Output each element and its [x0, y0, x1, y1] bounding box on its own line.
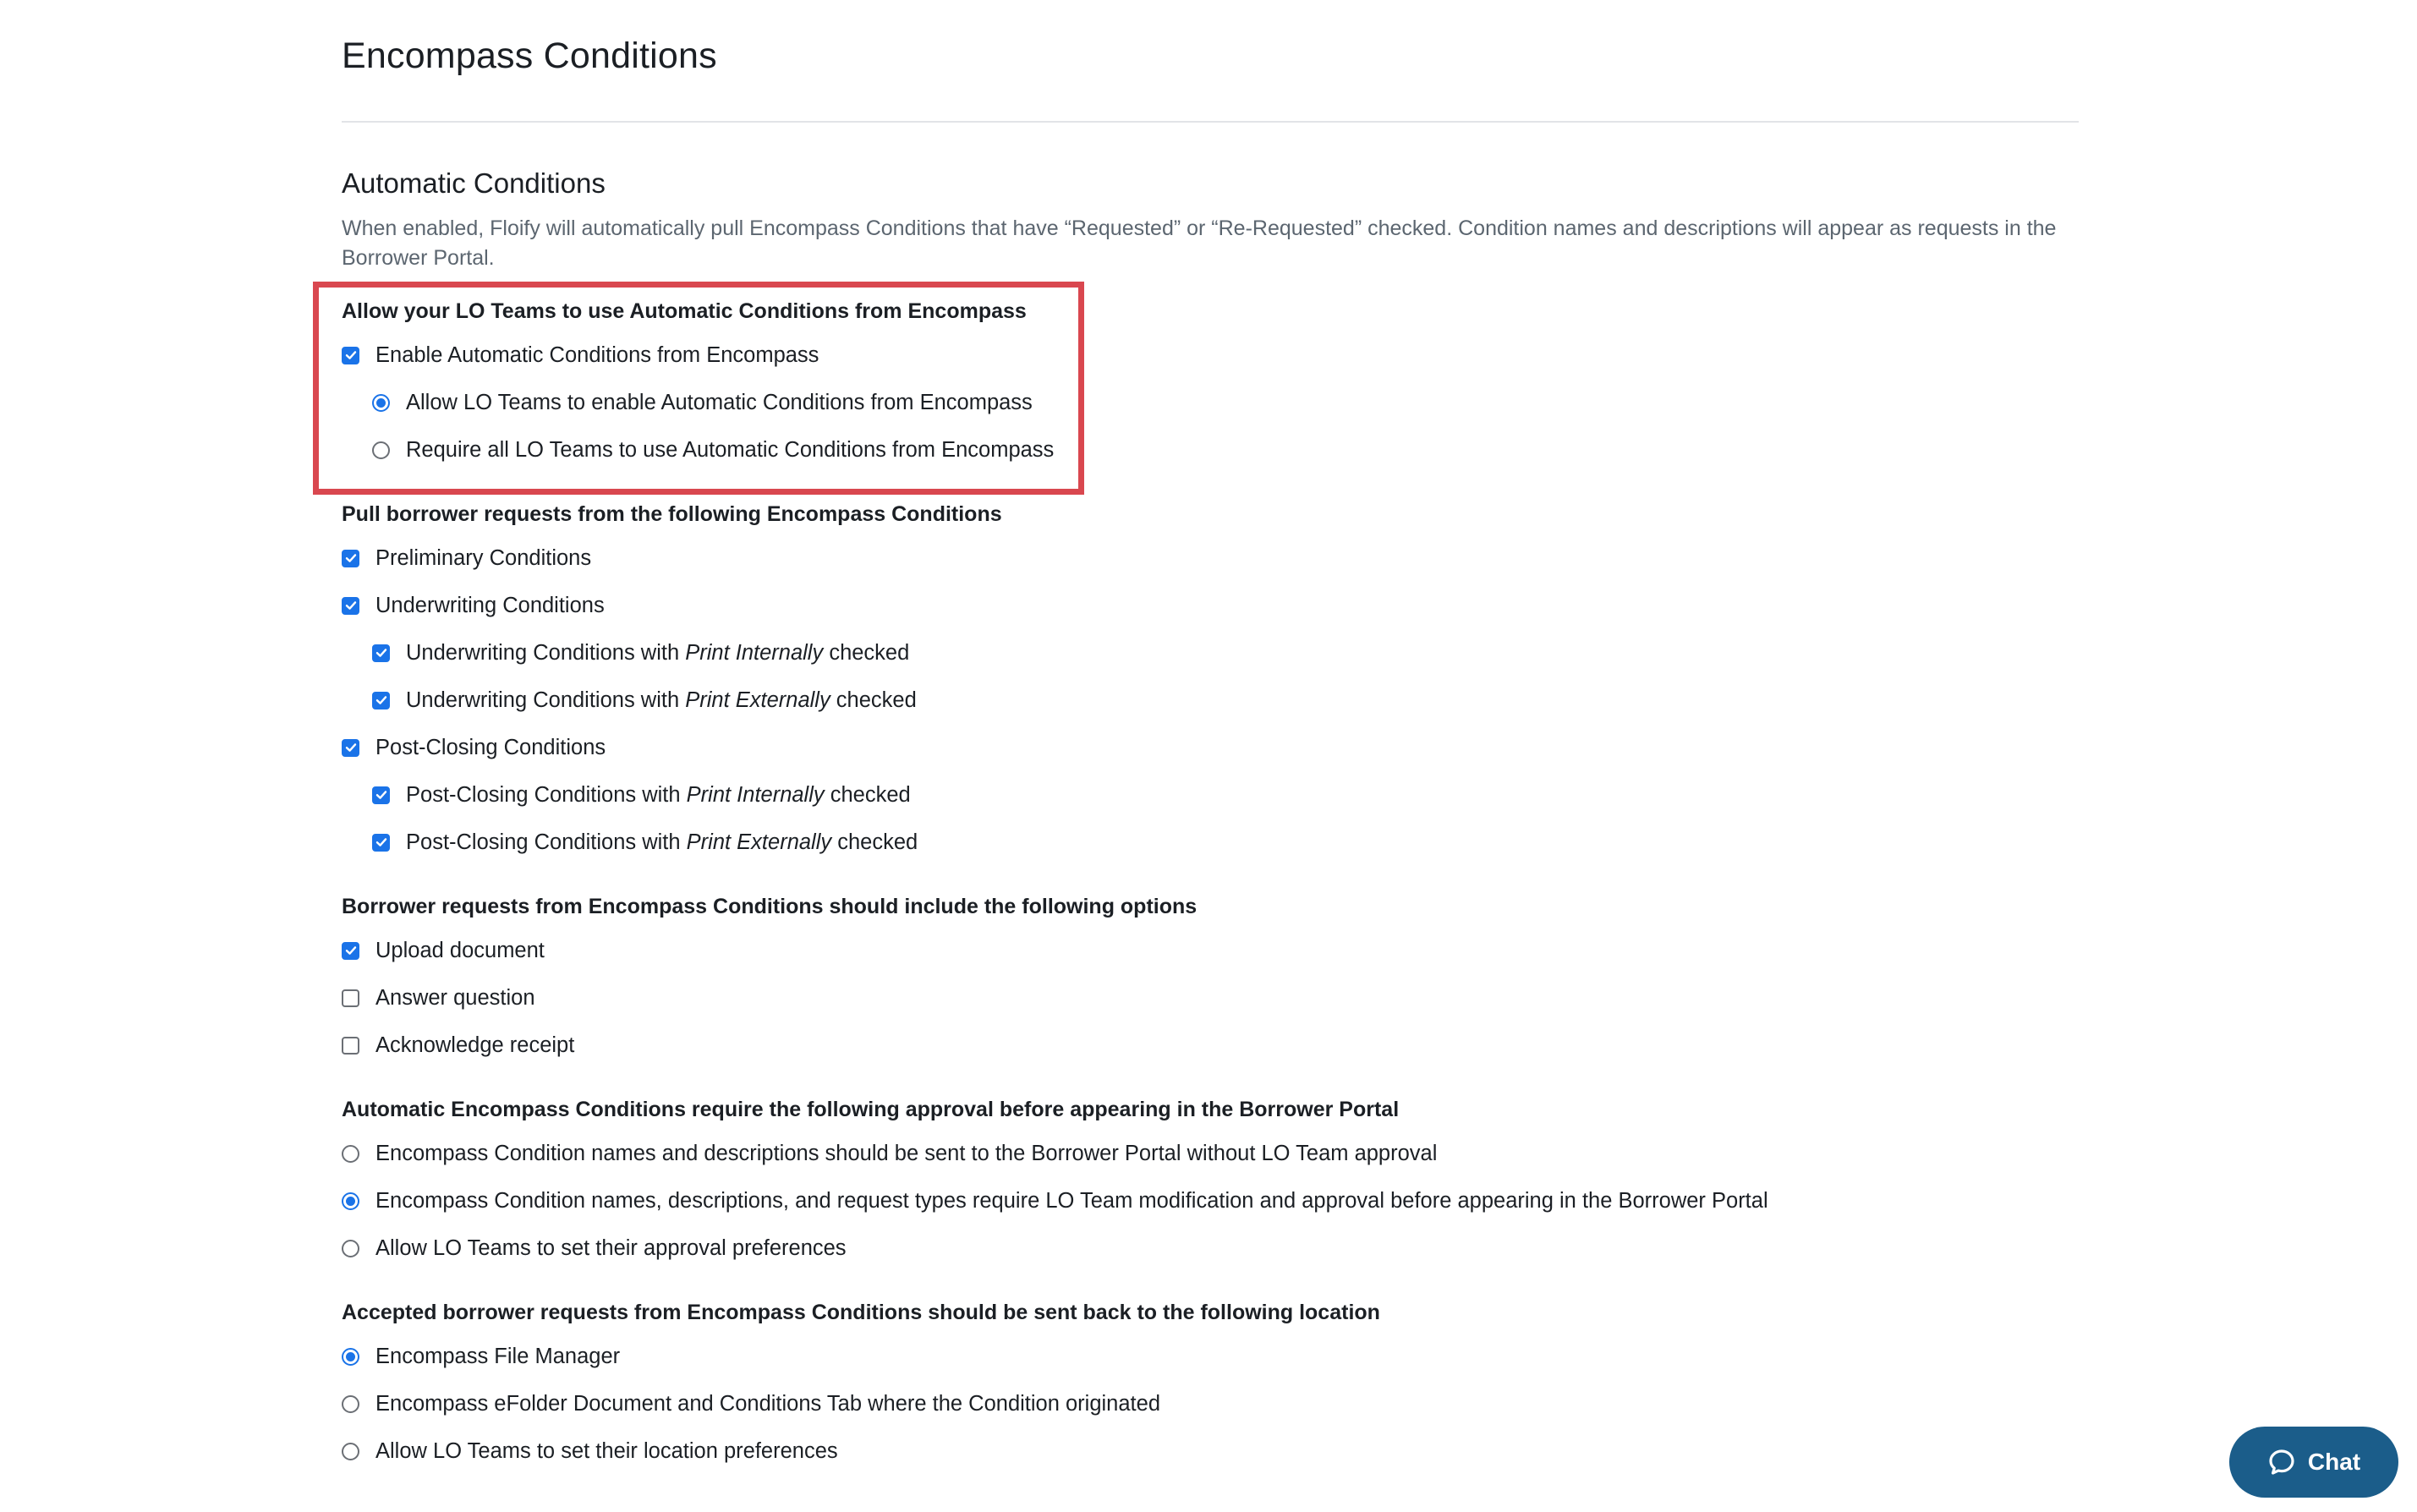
pc-print-internally-checkbox[interactable]	[372, 786, 390, 804]
preliminary-conditions-option[interactable]	[342, 543, 591, 573]
uw-print-externally-option[interactable]	[372, 685, 917, 715]
approval-lo-preferences-label: Allow LO Teams to set their approval preferences	[375, 1235, 847, 1260]
pc-print-externally-checkbox[interactable]	[372, 834, 390, 852]
pc-print-externally-option[interactable]	[372, 827, 918, 857]
include-options-heading: Borrower requests from Encompass Conditions should include the following options	[342, 895, 1198, 918]
pc-print-internally-option[interactable]	[372, 780, 911, 810]
highlight-box	[313, 282, 1084, 495]
location-efolder-label: Encompass eFolder Document and Conditions Tab where the Condition originated	[375, 1391, 1160, 1416]
uw-print-externally-label: Underwriting Conditions with Print Externally checked	[406, 688, 917, 712]
chat-bubble-icon	[2267, 1448, 2296, 1476]
acknowledge-receipt-checkbox[interactable]	[342, 1037, 359, 1055]
upload-document-option[interactable]	[342, 935, 545, 966]
checkmark-icon	[375, 836, 387, 848]
location-option-file-manager[interactable]	[342, 1341, 620, 1372]
location-heading: Accepted borrower requests from Encompass Conditions should be sent back to the following location	[342, 1301, 1380, 1324]
checkmark-icon	[345, 742, 357, 753]
answer-question-checkbox[interactable]	[342, 989, 359, 1007]
section-description: When enabled, Floify will automatically pull Encompass Conditions that have “Requested” or “Re-Requested” checked. Condition names and descriptions will appear as requests in the Borrower Portal.	[342, 216, 2057, 270]
upload-document-checkbox[interactable]	[342, 942, 359, 960]
answer-question-label: Answer question	[375, 985, 535, 1010]
lo-teams-heading: Allow your LO Teams to use Automatic Conditions from Encompass	[342, 299, 1027, 323]
enable-automatic-conditions-label: Enable Automatic Conditions from Encompass	[375, 342, 819, 367]
location-option-lo-preferences[interactable]	[342, 1436, 838, 1466]
approval-require-approval-radio[interactable]	[342, 1192, 359, 1210]
approval-require-approval-label: Encompass Condition names, descriptions, and request types require LO Team modification and approval before appearing in the Borrower Portal	[375, 1188, 1768, 1213]
approval-option-no-approval[interactable]	[342, 1138, 1437, 1169]
post-closing-conditions-label: Post-Closing Conditions	[375, 735, 606, 759]
preliminary-conditions-checkbox[interactable]	[342, 550, 359, 567]
approval-no-approval-radio[interactable]	[342, 1145, 359, 1163]
uw-print-internally-label: Underwriting Conditions with Print Internally checked	[406, 640, 910, 665]
approval-lo-preferences-radio[interactable]	[342, 1240, 359, 1257]
checkmark-icon	[375, 789, 387, 801]
location-option-efolder[interactable]	[342, 1389, 1160, 1419]
checkmark-icon	[375, 647, 387, 659]
underwriting-conditions-option[interactable]	[342, 590, 605, 621]
acknowledge-receipt-label: Acknowledge receipt	[375, 1033, 575, 1057]
pc-print-internally-label: Post-Closing Conditions with Print Internally checked	[406, 782, 911, 807]
preliminary-conditions-label: Preliminary Conditions	[375, 545, 592, 570]
post-closing-conditions-option[interactable]	[342, 732, 606, 763]
post-closing-conditions-checkbox[interactable]	[342, 739, 359, 757]
pull-conditions-heading: Pull borrower requests from the following Encompass Conditions	[342, 502, 1002, 526]
approval-option-require-approval[interactable]	[342, 1186, 1768, 1216]
checkmark-icon	[375, 694, 387, 706]
upload-document-label: Upload document	[375, 938, 545, 962]
approval-no-approval-label: Encompass Condition names and descriptions should be sent to the Borrower Portal without LO Team approval	[375, 1141, 1438, 1165]
checkmark-icon	[345, 552, 357, 564]
checkmark-icon	[345, 945, 357, 956]
location-file-manager-radio[interactable]	[342, 1348, 359, 1366]
location-lo-preferences-label: Allow LO Teams to set their location preferences	[375, 1438, 838, 1463]
location-lo-preferences-radio[interactable]	[342, 1443, 359, 1460]
uw-print-externally-checkbox[interactable]	[372, 692, 390, 709]
require-lo-teams-label: Require all LO Teams to use Automatic Conditions from Encompass	[406, 437, 1055, 462]
underwriting-conditions-label: Underwriting Conditions	[375, 593, 605, 617]
pc-print-externally-label: Post-Closing Conditions with Print Externally checked	[406, 830, 918, 854]
uw-print-internally-checkbox[interactable]	[372, 644, 390, 662]
chat-button[interactable]	[2229, 1427, 2398, 1498]
section-title: Automatic Conditions	[342, 167, 606, 199]
approval-option-lo-preferences[interactable]	[342, 1233, 847, 1263]
acknowledge-receipt-option[interactable]	[342, 1030, 574, 1060]
answer-question-option[interactable]	[342, 983, 535, 1013]
checkmark-icon	[345, 600, 357, 611]
allow-lo-teams-label: Allow LO Teams to enable Automatic Conditions from Encompass	[406, 390, 1033, 414]
location-file-manager-label: Encompass File Manager	[375, 1344, 621, 1368]
underwriting-conditions-checkbox[interactable]	[342, 597, 359, 615]
page-title: Encompass Conditions	[342, 36, 717, 76]
location-efolder-radio[interactable]	[342, 1395, 359, 1413]
divider	[342, 121, 2079, 123]
approval-heading: Automatic Encompass Conditions require the following approval before appearing in the Borrower Portal	[342, 1098, 1400, 1121]
uw-print-internally-option[interactable]	[372, 638, 909, 668]
chat-label: Chat	[2307, 1449, 2361, 1475]
